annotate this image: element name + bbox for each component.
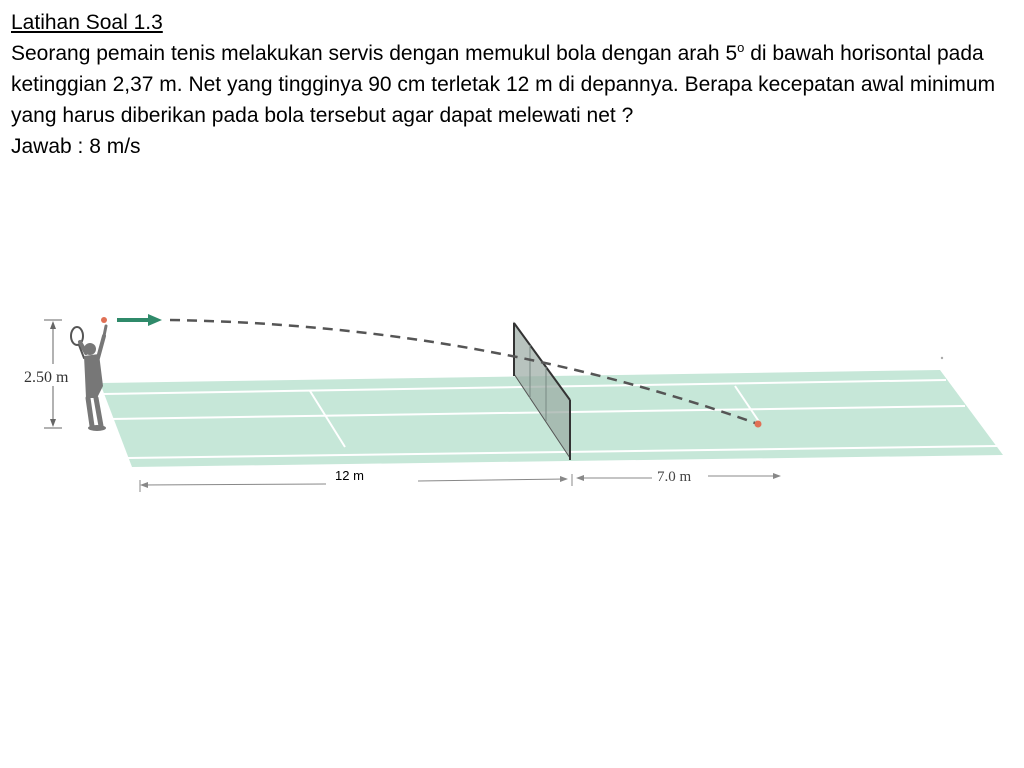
- distance-to-net-label: 12 m: [335, 468, 364, 483]
- far-mark: [941, 357, 943, 359]
- tennis-court-diagram: [0, 296, 1024, 506]
- ball-start: [101, 317, 107, 323]
- ball-landing: [755, 421, 762, 428]
- height-label: 2.50 m: [24, 369, 69, 386]
- slide-title: Latihan Soal 1.3: [11, 11, 163, 34]
- answer-text: Jawab : 8 m/s: [11, 135, 141, 158]
- question-part-2: di bawah horisontal pada ketinggian 2,37 m. Net yang tingginya 90 cm terletak 12 m di depannya. Berapa kecepatan awal minimum yang harus diberikan pada bola tersebut agar dapat melewati net ?: [11, 42, 996, 127]
- arrow-right-icon: [117, 314, 162, 326]
- question-text: [11, 38, 1011, 131]
- slide-text: [11, 7, 1011, 162]
- question-part-1: Seorang pemain tenis melakukan servis dengan memukul bola dengan arah 5: [11, 42, 738, 65]
- distance-after-net-label: 7.0 m: [657, 469, 692, 485]
- degree-symbol: o: [737, 40, 745, 55]
- tennis-player-icon: [71, 326, 106, 431]
